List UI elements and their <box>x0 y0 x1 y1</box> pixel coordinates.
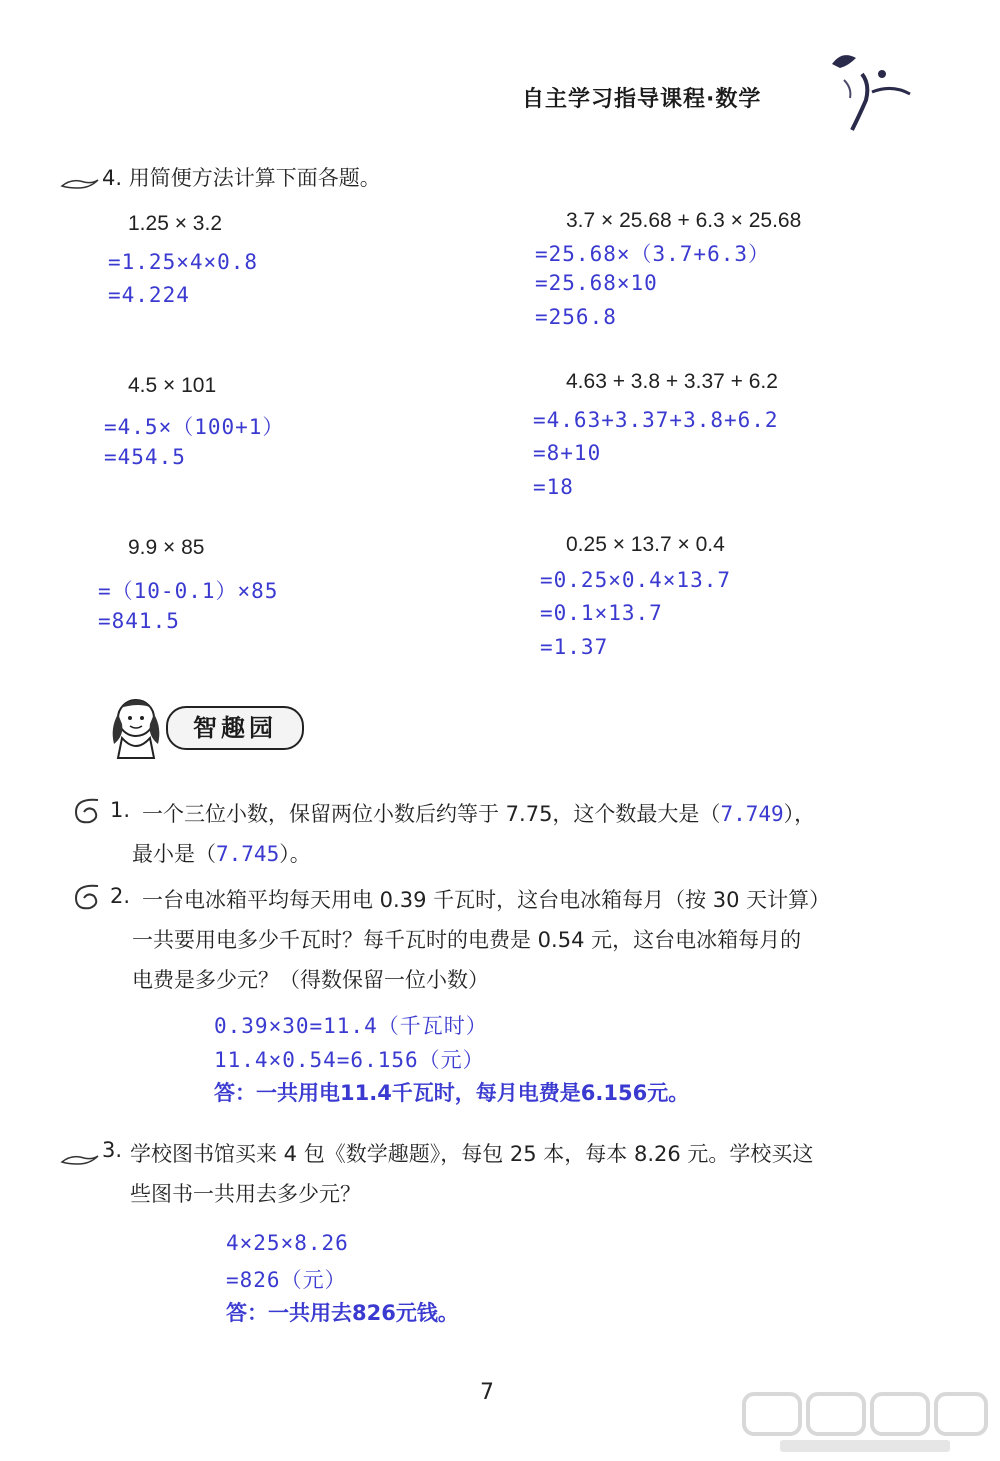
q4-problem-expr: 9.9 × 85 <box>128 536 205 559</box>
fun-q2-answer-step: 0.39×30=11.4（千瓦时） <box>214 1014 488 1038</box>
fun-q2-answer-final: 答：一共用电11.4千瓦时，每月电费是6.156元。 <box>214 1081 690 1105</box>
q4-problem-step: =0.1×13.7 <box>540 601 663 625</box>
fun-q1-max-answer: 7.749 <box>720 802 784 826</box>
q4-title: 4. 用简便方法计算下面各题。 <box>102 166 381 190</box>
q4-problem-expr: 0.25 × 13.7 × 0.4 <box>566 533 725 556</box>
q4-problem-expr: 4.5 × 101 <box>128 374 217 397</box>
q4-problem-step: =25.68×10 <box>535 271 658 295</box>
q4-problem-step: =454.5 <box>104 445 186 469</box>
fun-q3-answer-step: =826（元） <box>226 1268 347 1292</box>
page-number: 7 <box>480 1380 494 1405</box>
q4-problem-expr: 4.63 + 3.8 + 3.37 + 6.2 <box>566 370 778 393</box>
page-header-title: 自主学习指导课程·数学 <box>522 87 762 112</box>
decorative-ink-icon <box>822 44 914 142</box>
q4-problem-step: =8+10 <box>533 441 602 465</box>
fun-q2-answer-step: 11.4×0.54=6.156（元） <box>214 1048 485 1072</box>
fun-q2-line: 一共要用电多少千瓦时？每千瓦时的电费是 0.54 元，这台电冰箱每月的 <box>132 928 802 952</box>
q4-problem-step: =25.68×（3.7+6.3） <box>535 242 771 266</box>
fun-q1-line2: 最小是（7.745）。 <box>132 842 311 866</box>
watermark-logo-icon <box>740 1390 990 1456</box>
fun-q3-number: 3. <box>102 1138 123 1162</box>
q4-problem-expr: 3.7 × 25.68 + 6.3 × 25.68 <box>566 209 802 232</box>
q4-problem-step: =4.63+3.37+3.8+6.2 <box>533 408 779 432</box>
section-title: 智趣园 <box>166 706 304 750</box>
q4-problem-step: =841.5 <box>98 609 180 633</box>
leaf-bullet-icon <box>60 1152 100 1166</box>
fun-q2-number: 2. <box>110 884 131 908</box>
swirl-bullet-icon <box>70 882 104 912</box>
q4-problem-step: =1.25×4×0.8 <box>108 250 259 274</box>
q4-problem-step: =0.25×0.4×13.7 <box>540 568 732 592</box>
cartoon-girl-icon <box>100 688 172 760</box>
q4-problem-step: =4.224 <box>108 283 190 307</box>
fun-q2-line: 电费是多少元？（得数保留一位小数） <box>132 968 489 992</box>
fun-q2-line: 一台电冰箱平均每天用电 0.39 千瓦时，这台电冰箱每月（按 30 天计算） <box>142 888 831 912</box>
fun-q3-line: 些图书一共用去多少元？ <box>130 1182 361 1206</box>
q4-problem-step: =18 <box>533 475 574 499</box>
q4-problem-step: =1.37 <box>540 635 609 659</box>
fun-q1-min-answer: 7.745 <box>216 842 280 866</box>
fun-q3-answer-step: 4×25×8.26 <box>226 1231 349 1255</box>
section-badge <box>100 688 310 760</box>
q4-problem-expr: 1.25 × 3.2 <box>128 212 222 235</box>
fun-q1-line1: 一个三位小数，保留两位小数后约等于 7.75，这个数最大是（7.749）， <box>142 802 816 826</box>
q4-problem-step: =256.8 <box>535 305 617 329</box>
fun-q1-number: 1. <box>110 798 131 822</box>
leaf-bullet-icon <box>60 176 100 190</box>
fun-q3-answer-final: 答：一共用去826元钱。 <box>226 1301 459 1325</box>
q4-problem-step: =4.5×（100+1） <box>104 415 285 439</box>
fun-q3-line: 学校图书馆买来 4 包《数学趣题》，每包 25 本，每本 8.26 元。学校买这 <box>130 1142 814 1166</box>
q4-problem-step: =（10-0.1）×85 <box>98 579 279 603</box>
swirl-bullet-icon <box>70 796 104 826</box>
